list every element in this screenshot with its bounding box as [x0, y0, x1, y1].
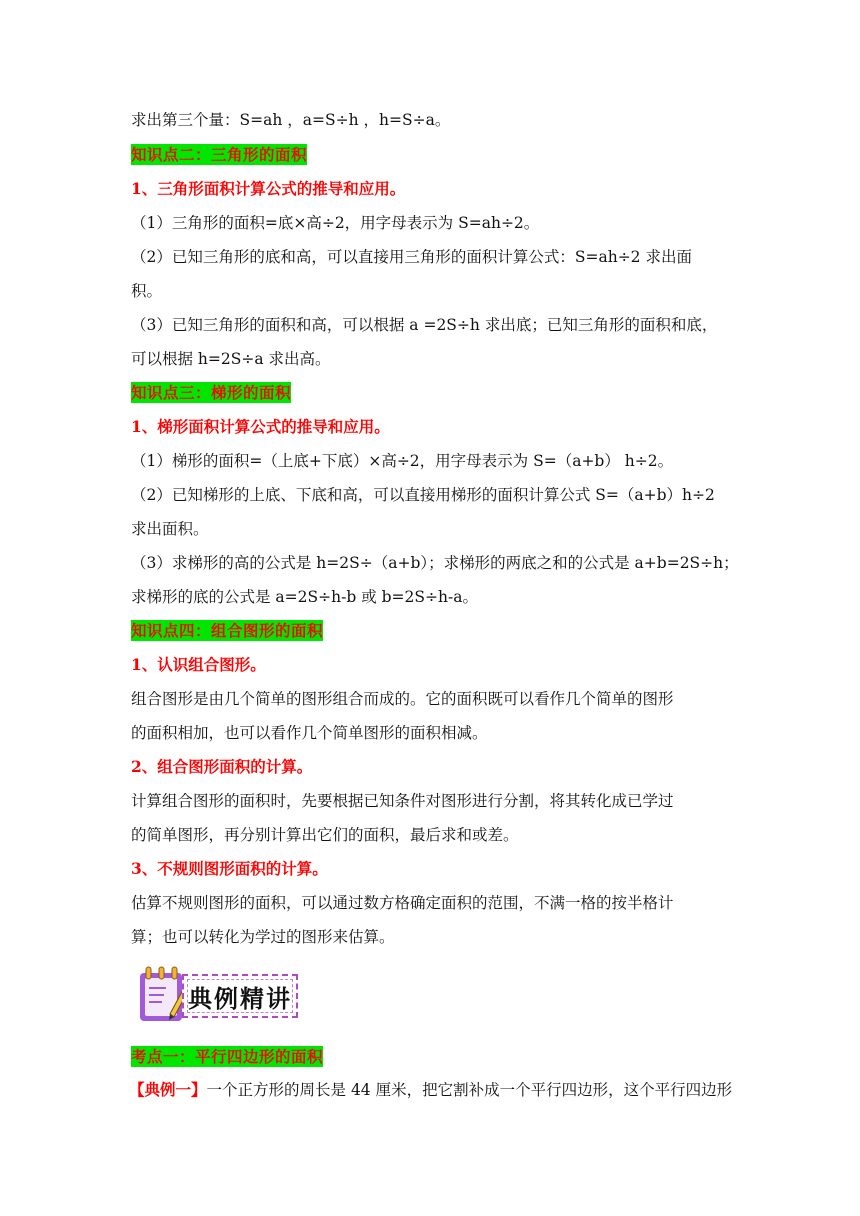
banner-frame — [182, 974, 298, 1018]
exam-point-heading — [131, 1046, 323, 1068]
text-line: 估算不规则图形的面积，可以通过数方格确定面积的范围，不满一格的按半格计 — [131, 894, 674, 912]
text-line: 的简单图形，再分别计算出它们的面积，最后求和或差。 — [131, 826, 519, 844]
heading-highlight: 知识点四：组合图形的面积 — [131, 621, 324, 640]
text-line: 的面积相加，也可以看作几个简单图形的面积相减。 — [131, 724, 488, 742]
text-line: 计算组合图形的面积时，先要根据已知条件对图形进行分割，将其转化成已学过 — [131, 792, 674, 810]
text-line: 可以根据 h=2S÷a 求出高。 — [131, 350, 331, 368]
section-heading-4 — [131, 620, 323, 642]
subheading: 3、不规则图形面积的计算。 — [131, 859, 328, 878]
banner-title: 典例精讲 — [188, 983, 292, 1013]
section-heading-3 — [131, 382, 291, 404]
text-line: 组合图形是由几个简单的图形组合而成的。它的面积既可以看作几个简单的图形 — [131, 690, 674, 708]
example-line — [129, 1079, 732, 1101]
example-tag: 【典例一】 — [129, 1080, 207, 1099]
text-line: 求出面积。 — [131, 520, 209, 538]
text-line: 求梯形的底的公式是 a=2S÷h-b 或 b=2S÷h-a。 — [131, 588, 478, 606]
text-line: （1）三角形的面积=底×高÷2，用字母表示为 S=ah÷2。 — [131, 214, 540, 232]
subheading: 1、梯形面积计算公式的推导和应用。 — [131, 417, 390, 436]
text-line: 积。 — [131, 282, 163, 300]
heading-highlight: 考点一：平行四边形的面积 — [131, 1047, 324, 1066]
text-line: （3）求梯形的高的公式是 h=2S÷（a+b）；求梯形的两底之和的公式是 a+b=2S÷h； — [131, 554, 739, 572]
heading-highlight: 知识点三：梯形的面积 — [131, 383, 292, 402]
section-heading-2 — [131, 144, 307, 166]
heading-highlight: 知识点二：三角形的面积 — [131, 145, 308, 164]
text-line: 算；也可以转化为学过的图形来估算。 — [131, 928, 395, 946]
text-line: （3）已知三角形的面积和高，可以根据 a =2S÷h 求出底；已知三角形的面积和底， — [131, 316, 718, 334]
text-line: 求出第三个量：S=ah ，a=S÷h ，h=S÷a。 — [131, 111, 451, 129]
subheading: 1、三角形面积计算公式的推导和应用。 — [131, 179, 406, 198]
example-text: 一个正方形的周长是 44 厘米，把它割补成一个平行四边形，这个平行四边形 — [206, 1081, 733, 1099]
subheading: 2、组合图形面积的计算。 — [131, 757, 313, 776]
text-line: （2）已知梯形的上底、下底和高，可以直接用梯形的面积计算公式 S=（a+b）h÷2 — [131, 486, 715, 504]
subheading: 1、认识组合图形。 — [131, 655, 266, 674]
text-line: （2）已知三角形的底和高，可以直接用三角形的面积计算公式：S=ah÷2 求出面 — [131, 248, 692, 266]
text-line: （1）梯形的面积=（上底+下底）×高÷2，用字母表示为 S=（a+b） h÷2。 — [131, 452, 674, 470]
example-banner — [134, 964, 304, 1024]
